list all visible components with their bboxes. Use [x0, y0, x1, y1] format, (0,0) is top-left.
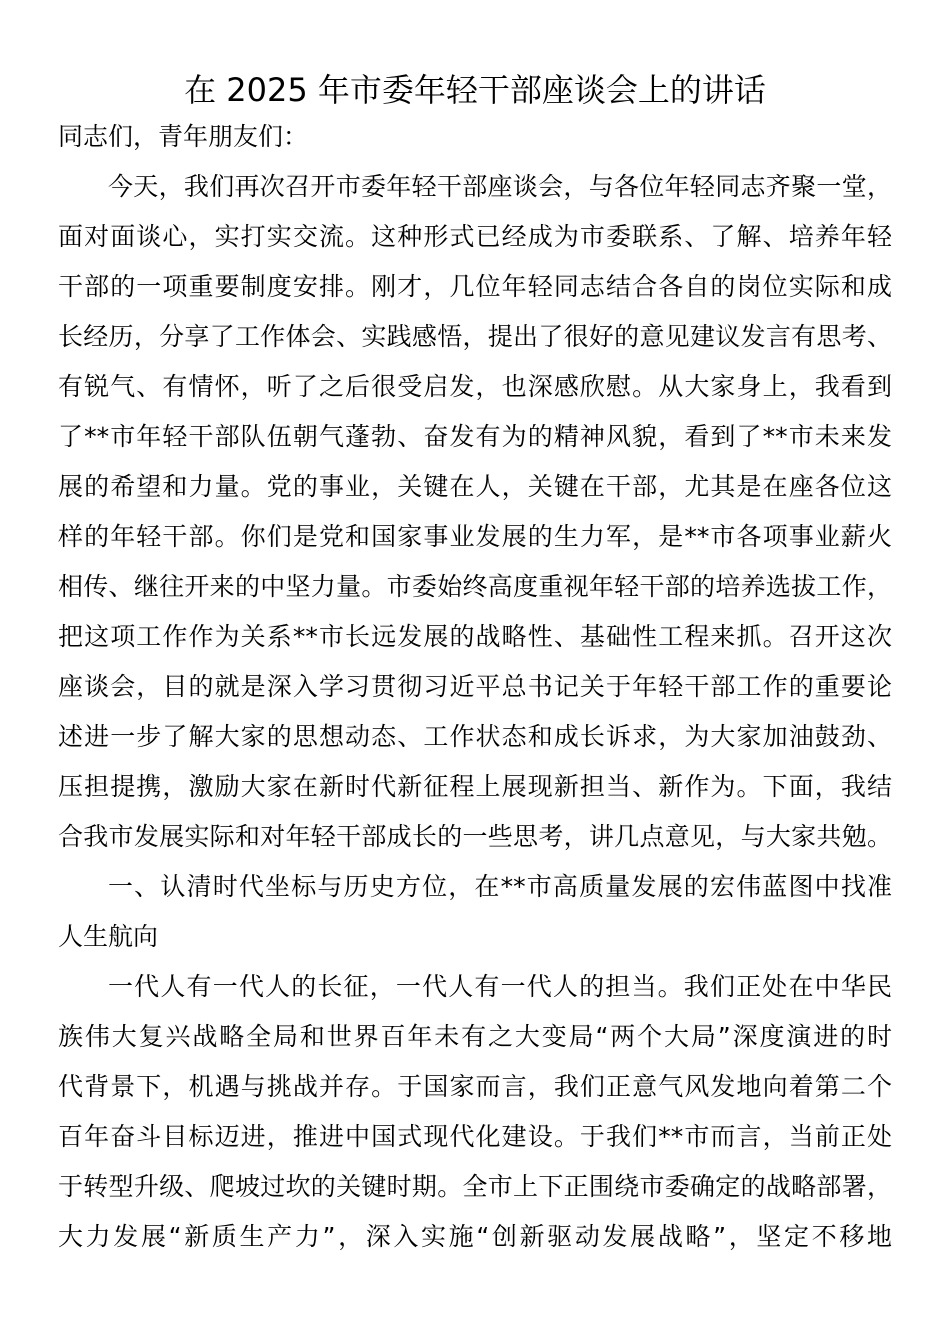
text-line: 今天，我们再次召开市委年轻干部座谈会，与各位年轻同志齐聚一堂，	[108, 172, 892, 201]
text-line: 样的年轻干部。你们是党和国家事业发展的生力军，是**市各项事业薪火	[58, 522, 892, 551]
text-line: 面对面谈心，实打实交流。这种形式已经成为市委联系、了解、培养年轻	[58, 222, 892, 251]
document-title: 在 2025 年市委年轻干部座谈会上的讲话	[184, 71, 766, 109]
text-line: 相传、继往开来的中坚力量。市委始终高度重视年轻干部的培养选拔工作，	[58, 572, 892, 601]
text-line: 了**市年轻干部队伍朝气蓬勃、奋发有为的精神风貌，看到了**市未来发	[58, 422, 892, 451]
section-heading	[58, 862, 892, 962]
text-line: 长经历，分享了工作体会、实践感悟，提出了很好的意见建议发言有思考、	[58, 322, 892, 351]
text-line: 压担提携，激励大家在新时代新征程上展现新担当、新作为。下面，我结	[58, 772, 892, 801]
text-line: 百年奋斗目标迈进，推进中国式现代化建设。于我们**市而言，当前正处	[58, 1122, 892, 1151]
text-line: 把这项工作作为关系**市长远发展的战略性、基础性工程来抓。召开这次	[58, 622, 892, 651]
text-line: 族伟大复兴战略全局和世界百年未有之大变局“两个大局”深度演进的时	[58, 1022, 892, 1051]
paragraphs	[58, 162, 892, 1262]
text-line: 展的希望和力量。党的事业，关键在人，关键在干部，尤其是在座各位这	[58, 472, 892, 501]
text-line: 人生航向	[58, 922, 159, 951]
text-line: 合我市发展实际和对年轻干部成长的一些思考，讲几点意见，与大家共勉。	[58, 822, 892, 851]
text-line: 一代人有一代人的长征，一代人有一代人的担当。我们正处在中华民	[108, 972, 892, 1001]
text-line: 一、认清时代坐标与历史方位，在**市高质量发展的宏伟蓝图中找准	[108, 872, 892, 901]
text-line: 有锐气、有情怀，听了之后很受启发，也深感欣慰。从大家身上，我看到	[58, 372, 892, 401]
document-body	[58, 112, 892, 1262]
text-line: 座谈会，目的就是深入学习贯彻习近平总书记关于年轻干部工作的重要论	[58, 672, 892, 701]
paragraph	[58, 962, 892, 1262]
text-line: 大力发展“新质生产力”，深入实施“创新驱动发展战略”，坚定不移地	[58, 1222, 892, 1251]
text-line: 代背景下，机遇与挑战并存。于国家而言，我们正意气风发地向着第二个	[58, 1072, 892, 1101]
paragraph	[58, 162, 892, 862]
text-line: 于转型升级、爬坡过坎的关键时期。全市上下正围绕市委确定的战略部署，	[58, 1172, 892, 1201]
text-line: 干部的一项重要制度安排。刚才，几位年轻同志结合各自的岗位实际和成	[58, 272, 892, 301]
text-line: 述进一步了解大家的思想动态、工作状态和成长诉求，为大家加油鼓劲、	[58, 722, 892, 751]
salutation: 同志们，青年朋友们：	[58, 122, 309, 151]
